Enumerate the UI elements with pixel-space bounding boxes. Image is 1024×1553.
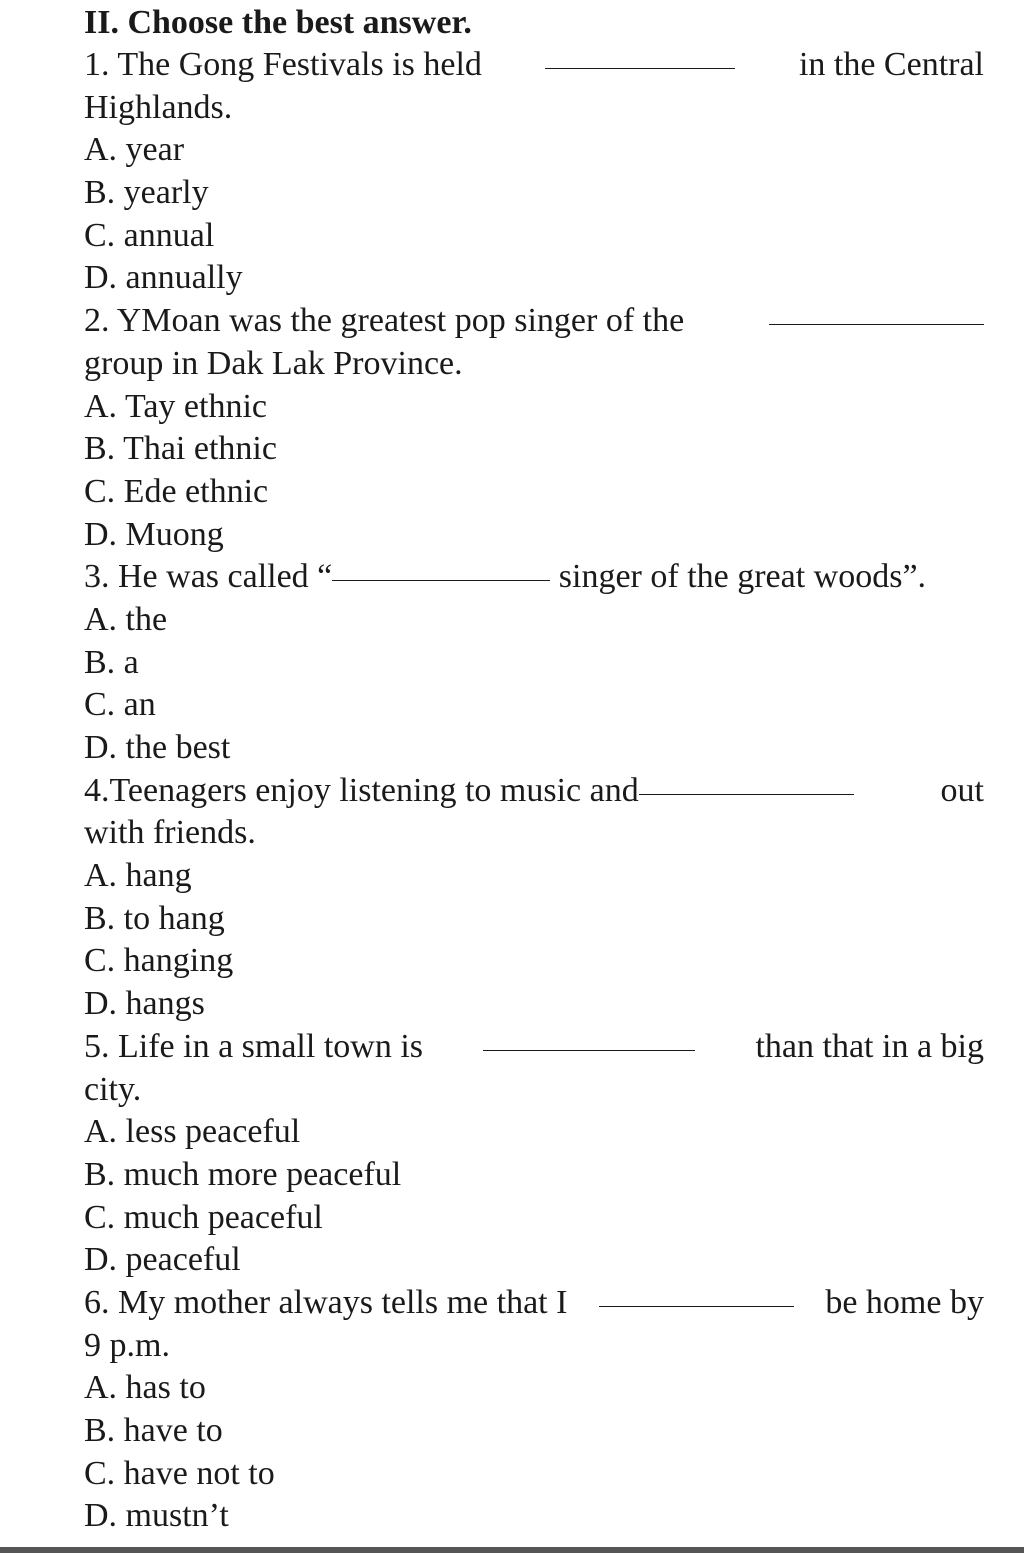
question-6-stem-start: 6. My mother always tells me that I: [84, 1283, 568, 1321]
question-3: [84, 556, 984, 769]
bottom-edge-rule: [0, 1547, 1024, 1553]
question-4: [84, 770, 984, 1026]
question-5: [84, 1026, 984, 1282]
question-2-stem-line-1: [84, 300, 984, 343]
question-2: [84, 300, 984, 556]
question-6-stem-line-1: [84, 1282, 984, 1325]
section-title: II. Choose the best answer.: [84, 4, 472, 41]
question-6: [84, 1282, 984, 1538]
question-5-option-d: D. peaceful: [84, 1241, 241, 1279]
question-3-option-a: A. the: [84, 600, 168, 638]
question-6-option-c: C. have not to: [84, 1454, 275, 1492]
question-2-option-b: B. Thai ethnic: [84, 430, 277, 468]
question-1-stem-line-1: [84, 44, 984, 87]
question-6-option-a: A. has to: [84, 1369, 206, 1407]
question-3-option-d: D. the best: [84, 729, 231, 766]
question-3-option-c: C. an: [84, 686, 156, 724]
question-6-option-d: D. mustn’t: [84, 1497, 229, 1535]
question-2-option-d: D. Muong: [84, 515, 224, 553]
question-5-stem-end: than that in a big: [755, 1027, 984, 1065]
question-4-option-b: B. to hang: [84, 899, 225, 937]
question-5-stem-line-2: city.: [84, 1070, 142, 1108]
worksheet: [84, 0, 984, 1538]
question-1-stem-start: 1. The Gong Festivals is held: [84, 46, 482, 83]
question-5-stem-line-1: [84, 1026, 984, 1069]
question-1-stem-line-2: Highlands.: [84, 88, 233, 126]
question-6-stem-end: be home by: [825, 1283, 984, 1321]
question-4-stem-start-text: 4.Teenagers enjoy listening to music and: [84, 771, 639, 809]
question-4-option-a: A. hang: [84, 857, 192, 895]
question-2-option-c: C. Ede ethnic: [84, 472, 269, 510]
question-1: [84, 44, 984, 300]
question-5-option-c: C. much peaceful: [84, 1198, 323, 1236]
question-3-option-b: B. a: [84, 643, 139, 681]
question-6-answer-blank: [599, 1306, 794, 1307]
question-4-option-c: C. hanging: [84, 942, 234, 980]
question-3-stem-start: 3. He was called “: [84, 558, 333, 596]
question-2-stem-start: 2. YMoan was the greatest pop singer of the: [84, 302, 685, 340]
question-5-option-a: A. less peaceful: [84, 1113, 301, 1151]
question-5-stem-start: 5. Life in a small town is: [84, 1027, 424, 1065]
question-1-option-c: C. annual: [84, 216, 215, 254]
question-5-option-b: B. much more peaceful: [84, 1155, 402, 1193]
question-1-option-b: B. yearly: [84, 174, 209, 212]
question-6-stem-line-2: 9 p.m.: [84, 1326, 170, 1364]
question-1-stem-end: in the Central: [798, 46, 984, 83]
question-4-answer-blank: [639, 794, 854, 795]
question-5-answer-blank: [483, 1050, 695, 1051]
question-2-stem-line-2: group in Dak Lak Province.: [84, 344, 463, 382]
question-3-stem-end: singer of the great woods”.: [558, 558, 927, 596]
question-1-answer-blank: [545, 68, 735, 69]
question-3-answer-blank: [332, 580, 550, 581]
question-4-stem-end: out: [940, 771, 984, 809]
question-6-option-b: B. have to: [84, 1412, 223, 1449]
question-4-stem-start: [84, 770, 854, 813]
question-1-option-a: A. year: [84, 131, 185, 169]
question-4-stem-line-1: [84, 770, 984, 813]
question-4-option-d: D. hangs: [84, 985, 205, 1023]
question-2-answer-blank: [769, 324, 984, 325]
question-3-stem-line-1: [84, 556, 984, 599]
question-1-option-d: D. annually: [84, 259, 243, 297]
question-2-option-a: A. Tay ethnic: [84, 387, 267, 425]
question-4-stem-line-2: with friends.: [84, 814, 256, 852]
